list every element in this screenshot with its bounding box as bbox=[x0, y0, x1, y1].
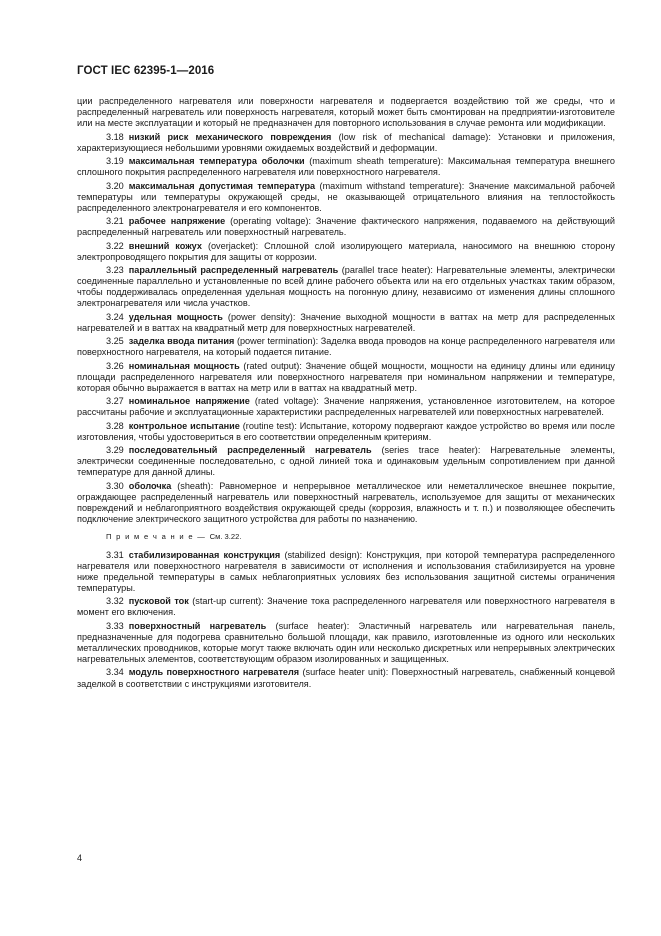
definition-term: рабочее напряжение bbox=[128, 216, 226, 227]
definition-entry bbox=[77, 156, 615, 178]
definition-term: оболочка bbox=[128, 480, 172, 491]
note-paragraph bbox=[77, 531, 615, 542]
document-header: ГОСТ IEC 62395-1—2016 bbox=[77, 65, 215, 77]
definition-text: (rated voltage): Значение напряжения, установленное изготовителем, на которое рассчитаны рабочие и эксплуатационные характеристики распределенных нагревателей или поверхностных нагревателей. bbox=[77, 396, 615, 418]
definition-entry bbox=[77, 481, 615, 525]
definition-number: 3.27 bbox=[106, 396, 124, 407]
definition-text: (power termination): Заделка ввода проводов на конце распределенного нагревателя или поверхностного нагревателя, на который подается питание. bbox=[77, 336, 615, 358]
definition-text: (rated output): Значение общей мощности, мощности на единицу длины или единицу площади распределенного нагревателя или поверхностного нагревателя при номинальном напряжении и температуре, которая обычно выражается в ваттах на метр или в ваттах на квадратный метр. bbox=[77, 360, 615, 393]
note-label: П р и м е ч а н и е — bbox=[106, 531, 210, 541]
definition-entry bbox=[77, 396, 615, 418]
definition-number: 3.31 bbox=[106, 549, 124, 560]
definition-number: 3.18 bbox=[106, 131, 124, 142]
definition-number: 3.33 bbox=[106, 620, 124, 631]
definition-number: 3.34 bbox=[106, 667, 124, 678]
definition-term: модуль поверхностного нагревателя bbox=[128, 667, 300, 678]
definition-term: номинальная мощность bbox=[128, 360, 240, 371]
definition-number: 3.30 bbox=[106, 480, 124, 491]
definition-term: низкий риск механического повреждения bbox=[128, 131, 332, 142]
definition-term: внешний кожух bbox=[128, 240, 202, 251]
definition-number: 3.20 bbox=[106, 180, 124, 191]
definition-number: 3.32 bbox=[106, 596, 124, 607]
definition-term: заделка ввода питания bbox=[128, 336, 235, 347]
definition-entry bbox=[77, 596, 615, 618]
definition-text: (stabilized design): Конструкция, при которой температура распределенного нагревателя или поверхностного нагревателя в зависимости от исполнения и использования стабилизируется на уровне ниже предельной температуры в самых неблагоприятных условиях без использования защитной системы ограничения температуры. bbox=[77, 549, 615, 593]
definition-number: 3.24 bbox=[106, 311, 124, 322]
definitions-list-continued bbox=[77, 550, 615, 690]
definition-number: 3.29 bbox=[106, 445, 124, 456]
definition-term: последовательный распределенный нагреватель bbox=[128, 445, 372, 456]
definition-entry bbox=[77, 361, 615, 394]
definition-number: 3.23 bbox=[106, 265, 124, 275]
definition-text: (operating voltage): Значение фактического напряжения, подаваемого на действующий распределенный нагреватель или поверхностный нагреватель. bbox=[77, 216, 615, 238]
definition-text: (surface heater unit): Поверхностный нагреватель, снабженный концевой заделкой в соответствии с инструкциями изготовителя. bbox=[77, 667, 615, 689]
definition-entry bbox=[77, 421, 615, 443]
intro-paragraph: ции распределенного нагревателя или поверхности нагревателя и подвергается воздействию той же среды, что и распределенный нагреватель или поверхность нагревателя, который может быть смонтирован на предприятии-изготовителе или на месте эксплуатации и который не предназначен для повторного использования в случае ремонта или модификации. bbox=[77, 96, 615, 129]
definition-text: (overjacket): Сплошной слой изолирующего материала, наносимого на внешнюю сторону электропроводящего покрытия для защиты от коррозии. bbox=[77, 240, 615, 262]
definition-text: (routine test): Испытание, которому подвергают каждое устройство во время или после изготовления, чтобы удостовериться в его соответствии определенным критериям. bbox=[77, 420, 615, 442]
definition-text: (series trace heater): Нагревательные элементы, электрически соединенные последовательно, с одной линией тока и одинаковым удельным сопротивлением при данной температуре для данной длины. bbox=[77, 445, 615, 478]
definition-text: (surface heater): Эластичный нагреватель или нагревательная панель, предназначенные для подогрева сравнительно большой площади, как правило, изготовленные из одного или нескольких металлических проводников, которые могут также включать один или несколько дискретных или непрерывных электрических нагревательных элементов, соответствующим образом изолированных и защищенных. bbox=[77, 620, 616, 665]
document-body bbox=[77, 96, 615, 692]
definition-entry bbox=[77, 445, 615, 478]
definition-entry bbox=[77, 312, 615, 334]
definition-entry bbox=[77, 241, 615, 263]
definition-term: параллельный распределенный нагреватель bbox=[128, 265, 339, 275]
definition-number: 3.22 bbox=[106, 240, 124, 251]
definition-term: контрольное испытание bbox=[128, 420, 240, 431]
definition-entry bbox=[77, 667, 615, 689]
definition-text: (maximum withstand temperature): Значение максимальной рабочей температуры или температуры окружающей среды, не оказывающей отрицательного влияния на теплостойкость распределенного электронагревателя и его компонентов. bbox=[77, 180, 615, 213]
definition-term: стабилизированная конструкция bbox=[128, 549, 281, 560]
definition-term: номинальное напряжение bbox=[128, 396, 250, 407]
definition-entry bbox=[77, 336, 615, 358]
definition-number: 3.25 bbox=[106, 336, 124, 347]
note-reference: См. 3.22. bbox=[209, 531, 242, 541]
definition-term: удельная мощность bbox=[128, 311, 223, 322]
definition-number: 3.28 bbox=[106, 420, 124, 431]
definition-entry bbox=[77, 550, 615, 594]
page-number: 4 bbox=[77, 853, 83, 863]
definition-number: 3.21 bbox=[106, 216, 124, 227]
definition-text: (start-up current): Значение тока распределенного нагревателя или поверхностного нагревателя в момент его включения. bbox=[77, 596, 616, 618]
definition-number: 3.26 bbox=[106, 360, 124, 371]
definition-text: (power density): Значение выходной мощности в ваттах на метр для распределенных нагревателей и в ваттах на квадратный метр для поверхностных нагревателей. bbox=[77, 311, 615, 333]
definition-term: пусковой ток bbox=[128, 596, 189, 607]
definition-entry bbox=[77, 265, 615, 309]
definition-text: (low risk of mechanical damage): Установки и приложения, характеризующиеся небольшими уровнями ожидаемых воздействий и деформации. bbox=[77, 131, 615, 153]
definition-term: поверхностный нагреватель bbox=[128, 620, 267, 631]
definition-text: (parallel trace heater): Нагревательные элементы, электрически соединенные параллельно и установленные по всей длине рабочего объекта или на его отдельных участках таким образом, чтобы поддерживалась определенная удельная мощность на погонную длину, независимо от изменения длины сплошного электронагревателя или числа участков. bbox=[77, 265, 615, 309]
definition-term: максимальная температура оболочки bbox=[128, 156, 305, 167]
definition-entry bbox=[77, 132, 615, 154]
definition-entry bbox=[77, 181, 615, 214]
definition-text: (maximum sheath temperature): Максимальная температура внешнего сплошного покрытия распределенного нагревателя или поверхностного нагревателя. bbox=[77, 156, 615, 178]
definition-entry bbox=[77, 621, 615, 665]
definition-term: максимальная допустимая температура bbox=[128, 180, 316, 191]
definition-text: (sheath): Равномерное и непрерывное металлическое или неметаллическое внешнее покрытие, ограждающее распределенный нагреватель или поверхностный нагреватель, используемое для защиты от механических повреждений и неблагоприятного воздействия окружающей среды (коррозия, влажность и т. п.) и позволяющее обеспечить подключение электрического защитного устройства для работы по назначению. bbox=[77, 480, 615, 524]
definitions-list bbox=[77, 132, 615, 525]
definition-entry bbox=[77, 216, 615, 238]
definition-number: 3.19 bbox=[106, 156, 124, 167]
